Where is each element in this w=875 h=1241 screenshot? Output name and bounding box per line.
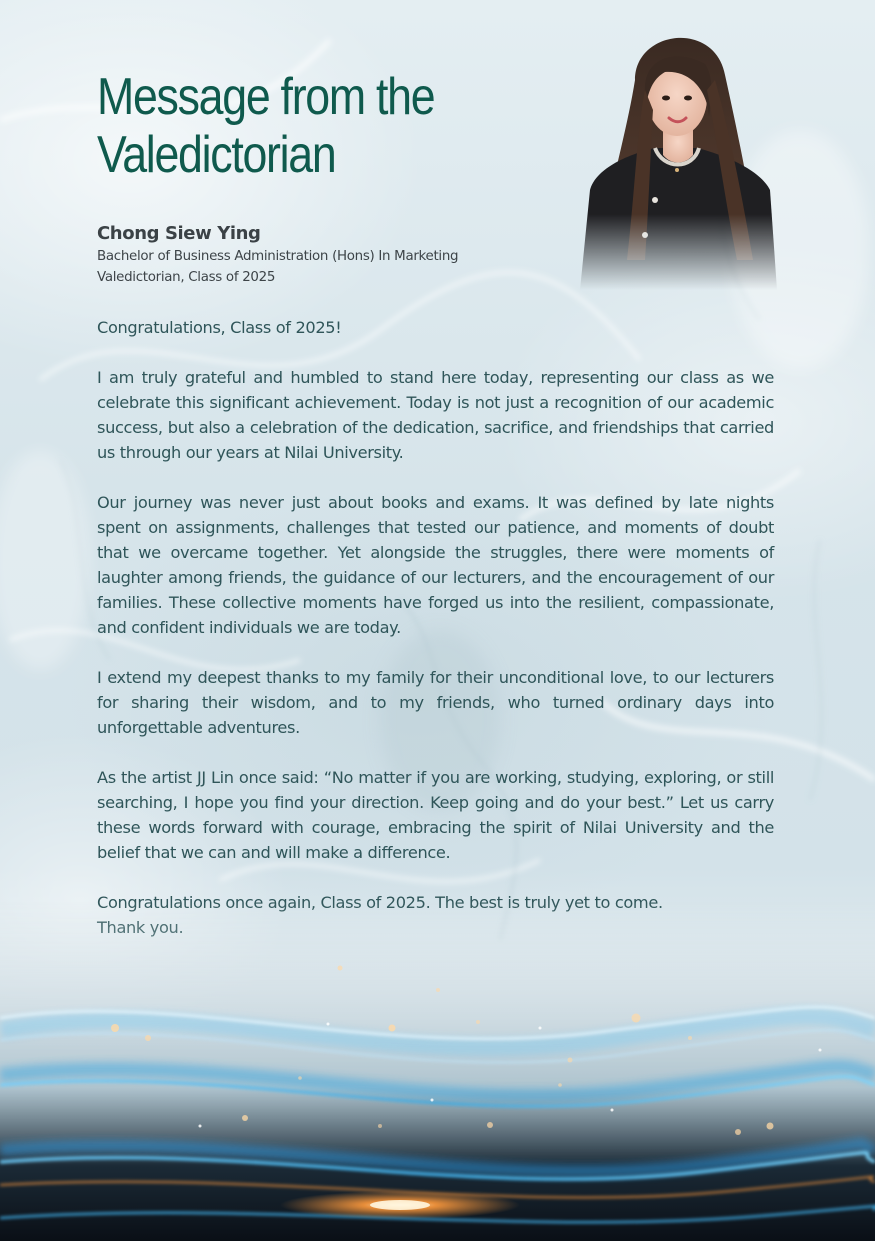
page-title <box>97 68 501 184</box>
message-greeting: Congratulations, Class of 2025! <box>97 318 342 337</box>
page-title-line-1: Message from the <box>97 68 435 126</box>
message-paragraph-4: As the artist JJ Lin once said: “No matter if you are working, studying, exploring, or still searching, I hope you find your direction. Keep going and do your best.” Let us carry these words forward with courage, embracing the spirit of Nilai University and the belief that we can and will make a difference. <box>97 768 774 862</box>
message-paragraph-1: I am truly grateful and humbled to stand here today, representing our class as we celebrate this significant achievement. Today is not just a recognition of our academic success, but also a celebration of the dedication, sacrifice, and friendships that carried us through our years at Nilai University. <box>97 368 774 462</box>
message-body <box>97 315 774 940</box>
message-paragraph-2: Our journey was never just about books and exams. It was defined by late nights spent on assignments, challenges that tested our patience, and moments of doubt that we overcame together. Yet alongside the struggles, there were moments of laughter among friends, the guidance of our lecturers, and the encouragement of our families. These collective moments have forged us into the resilient, compassionate, and confident individuals we are today. <box>97 493 774 637</box>
light-wave-decoration <box>0 900 875 1241</box>
message-paragraph-3: I extend my deepest thanks to my family for their unconditional love, to our lecturers for sharing their wisdom, and to my friends, who turned ordinary days into unforgettable adventures. <box>97 668 774 737</box>
author-info <box>97 222 567 288</box>
valedictorian-portrait-photo <box>565 20 780 290</box>
author-degree: Bachelor of Business Administration (Hons) In Marketing <box>97 249 459 264</box>
author-name: Chong Siew Ying <box>97 223 261 244</box>
author-role: Valedictorian, Class of 2025 <box>97 270 276 285</box>
page-title-line-2: Valedictorian <box>97 126 336 184</box>
